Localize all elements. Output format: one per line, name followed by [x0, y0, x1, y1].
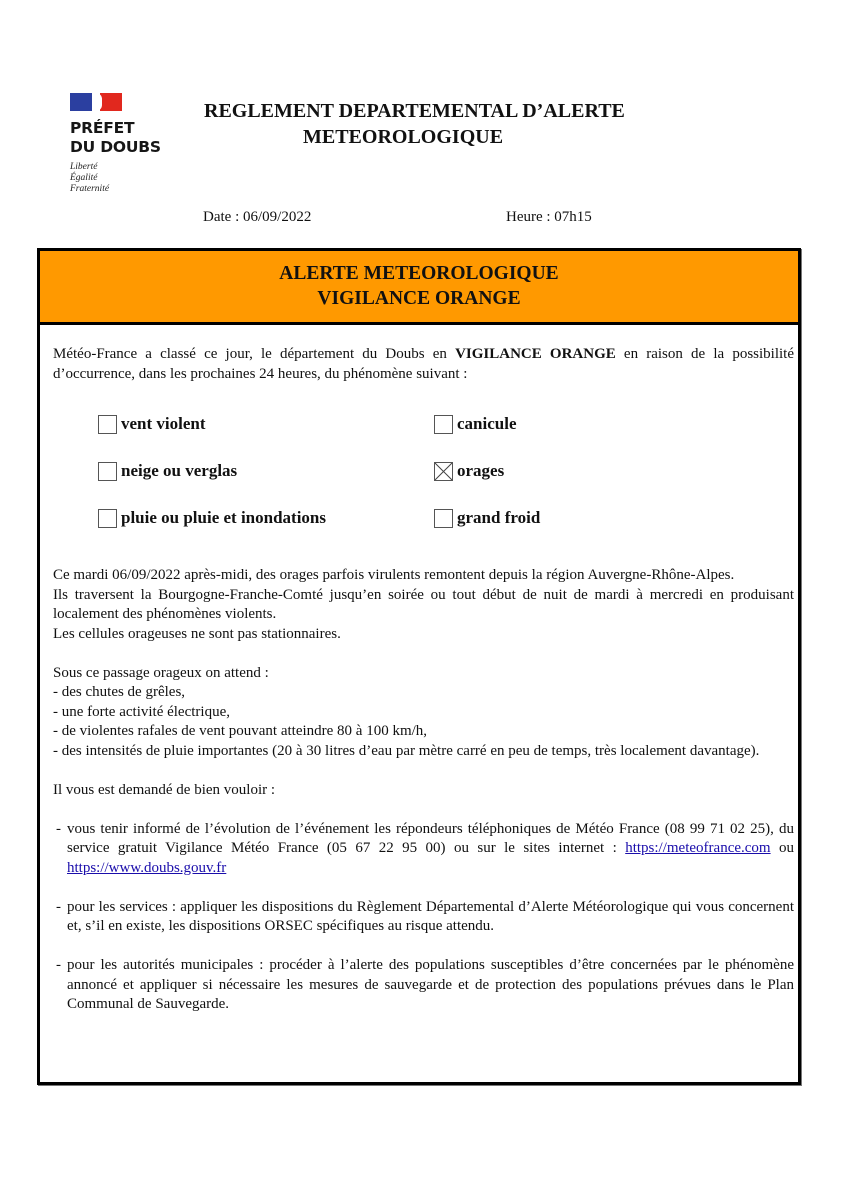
document-title: REGLEMENT DEPARTEMENTAL D’ALERTE METEOROLOGIQUE [204, 100, 625, 148]
marianne-flag-icon [70, 93, 122, 111]
checkbox-unchecked-icon [98, 509, 117, 528]
phenomenon-canicule: canicule [434, 414, 694, 434]
expected-phenomena: Sous ce passage orageux on attend : - des chutes de grêles, - une forte activité électrique, - de violentes rafales de vent pouvant atteindre 80 à 100 km/h, - des intensités de pluie importantes (20 à 30 litres d’eau par mètre carré en peu de temps, très localement davantage). [53, 664, 760, 759]
prefecture-logo [70, 93, 180, 195]
meteofrance-link[interactable]: https://meteofrance.com [625, 840, 771, 856]
request-intro: Il vous est demandé de bien vouloir : [53, 781, 276, 798]
instruction-services: - pour les services : appliquer les dispositions du Règlement Départemental d’Alerte Météorologique qui vous concernent et, s’il en existe, les dispositions ORSEC spécifiques au risque attendu. [56, 898, 794, 934]
phenomenon-orages: orages [434, 461, 694, 481]
logo-org-name: PRÉFET DU DOUBS [70, 119, 161, 156]
checkbox-unchecked-icon [98, 462, 117, 481]
logo-motto: Liberté Égalité Fraternité [70, 162, 110, 194]
phenomenon-vent-violent: vent violent [98, 414, 434, 434]
issue-date: Date : 06/09/2022 [203, 209, 312, 225]
vigilance-level: VIGILANCE ORANGE [455, 346, 616, 362]
checkbox-crossed-icon [434, 462, 453, 481]
alert-body [40, 325, 798, 1015]
checkbox-unchecked-icon [98, 415, 117, 434]
alert-box [37, 248, 801, 1085]
instruction-municipal: - pour les autorités municipales : procéder à l’alerte des populations susceptibles d’être concernées par le phénomène annoncé et appliquer si nécessaire les mesures de sauvegarde et de protection des populations prévues dans le Plan Communal de Sauvegarde. [56, 957, 794, 1012]
phenomenon-pluie-inondations: pluie ou pluie et inondations [98, 508, 434, 528]
alert-banner: ALERTE METEOROLOGIQUE VIGILANCE ORANGE [40, 251, 798, 325]
checkbox-unchecked-icon [434, 415, 453, 434]
instruction-information: - vous tenir informé de l’évolution de l’événement les répondeurs téléphoniques de Météo France (08 99 71 02 25), du service gratuit Vigilance Météo France (05 67 22 95 00) ou sur le sites internet : https://meteofrance.com ou https://www.doubs.gouv.fr [56, 820, 795, 876]
phenomena-checklist [98, 414, 794, 528]
situation-description: Ce mardi 06/09/2022 après-midi, des orages parfois virulents remontent depuis la région Auvergne-Rhône-Alpes. Ils traversent la Bourgogne-Franche-Comté jusqu’en soirée ou tout début de nuit de mardi à mercredi en produisant localement des phénomènes violents. Les cellules orageuses ne sont pas stationnaires. [53, 567, 794, 642]
phenomenon-neige-verglas: neige ou verglas [98, 461, 434, 481]
checkbox-unchecked-icon [434, 509, 453, 528]
phenomenon-grand-froid: grand froid [434, 508, 694, 528]
intro-paragraph: Météo-France a classé ce jour, le département du Doubs en VIGILANCE ORANGE en raison de la possibilité d’occurrence, dans les prochaines 24 heures, du phénomène suivant : [53, 346, 794, 382]
doubs-gouv-link[interactable]: https://www.doubs.gouv.fr [67, 859, 227, 876]
issue-time: Heure : 07h15 [506, 209, 592, 225]
